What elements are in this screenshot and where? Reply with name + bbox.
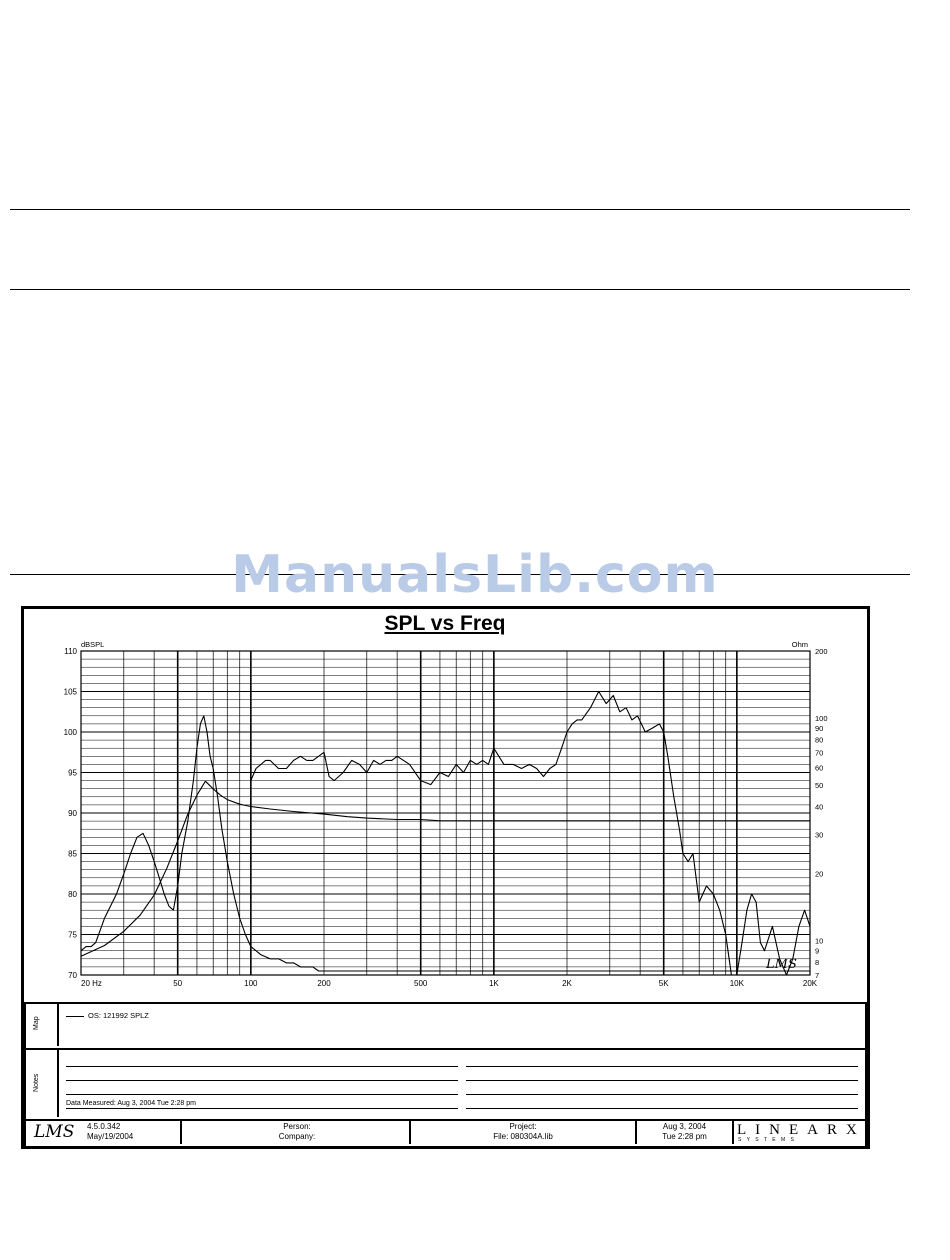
footer-logo: LMS xyxy=(34,1122,75,1142)
notes-line xyxy=(466,1080,858,1081)
y2-tick-label: 90 xyxy=(815,724,824,734)
footer-version-date: May/19/2004 xyxy=(87,1132,134,1141)
footer-version: 4.5.0.342 xyxy=(87,1122,121,1131)
notes-line xyxy=(66,1066,458,1067)
legend-panel xyxy=(24,1002,867,1050)
x-tick-label: 2K xyxy=(562,979,572,988)
y2-tick-label: 8 xyxy=(815,958,820,968)
series-line-1 xyxy=(251,692,810,976)
y2-tick-label: 9 xyxy=(815,946,820,956)
footer-person: Person: xyxy=(283,1122,311,1131)
footer-brand-sub: S Y S T E M S xyxy=(738,1137,796,1143)
y2-tick-label: 70 xyxy=(815,748,824,758)
y2-tick-label: 40 xyxy=(815,802,824,812)
series-line-2 xyxy=(81,781,810,956)
notes-panel xyxy=(24,1048,867,1121)
y2-tick-label: 7 xyxy=(815,971,820,980)
y2-tick-label: 10 xyxy=(815,936,824,946)
x-tick-label: 200 xyxy=(317,979,331,988)
y-tick-label: 110 xyxy=(64,647,77,656)
watermark: ManualsLib.com xyxy=(231,545,719,605)
y2-axis-label: Ohm xyxy=(791,640,808,649)
plot-logo: LMS xyxy=(766,957,797,972)
footer-file: File: 080304A.lib xyxy=(493,1132,553,1141)
x-tick-label: 1K xyxy=(488,979,499,988)
footer-brand: LINEARX xyxy=(737,1122,866,1138)
chart-title: SPL vs Freq xyxy=(384,612,506,635)
y2-tick-label: 30 xyxy=(815,830,824,840)
notes-measured: Data Measured: Aug 3, 2004 Tue 2:28 pm xyxy=(66,1100,196,1107)
y2-tick-label: 50 xyxy=(815,780,824,790)
y-tick-label: 80 xyxy=(68,890,77,899)
notes-line xyxy=(66,1080,458,1081)
x-tick-label: 5K xyxy=(658,979,669,988)
notes-line xyxy=(466,1066,858,1067)
legend-side-label: Map xyxy=(33,1016,40,1030)
y2-tick-label: 20 xyxy=(815,869,824,879)
y-tick-label: 90 xyxy=(68,809,77,818)
y-tick-label: 95 xyxy=(68,768,77,778)
legend-divider xyxy=(57,1004,59,1046)
y2-tick-label: 80 xyxy=(815,735,824,745)
notes-line xyxy=(466,1108,858,1109)
x-tick-label: 500 xyxy=(414,979,428,988)
x-tick-label: 100 xyxy=(244,979,258,988)
notes-line xyxy=(66,1108,458,1109)
footer-project-cell xyxy=(411,1119,637,1144)
footer-project: Project: xyxy=(509,1122,537,1131)
footer-time: Tue 2:28 pm xyxy=(662,1132,707,1141)
legend-line-sample xyxy=(66,1016,84,1017)
x-tick-label: 10K xyxy=(729,979,744,988)
legend-entry: OS: 121992 SPLZ xyxy=(88,1011,149,1020)
notes-line xyxy=(466,1094,858,1095)
notes-line xyxy=(66,1094,458,1095)
footer-date-cell xyxy=(637,1119,734,1144)
x-tick-label: 20K xyxy=(802,979,818,988)
footer-date: Aug 3, 2004 xyxy=(662,1122,707,1131)
y2-tick-label: 200 xyxy=(815,647,828,656)
y-tick-label: 70 xyxy=(68,971,77,980)
y2-tick-label: 60 xyxy=(815,763,824,773)
notes-divider xyxy=(57,1050,59,1117)
y-tick-label: 105 xyxy=(63,687,77,697)
footer-version-cell xyxy=(83,1119,182,1144)
footer-company: Company: xyxy=(278,1132,316,1141)
x-tick-label: 50 xyxy=(173,979,183,988)
y-axis-label: dBSPL xyxy=(81,640,105,649)
footer-person-cell xyxy=(185,1119,411,1144)
y2-tick-label: 100 xyxy=(815,713,828,723)
y-tick-label: 100 xyxy=(63,728,77,737)
x-tick-label: 20 Hz xyxy=(81,979,102,988)
y-tick-label: 75 xyxy=(68,930,77,940)
series-line-0 xyxy=(81,716,810,971)
notes-side-label: Notes xyxy=(33,1073,40,1092)
y-tick-label: 85 xyxy=(68,849,77,859)
